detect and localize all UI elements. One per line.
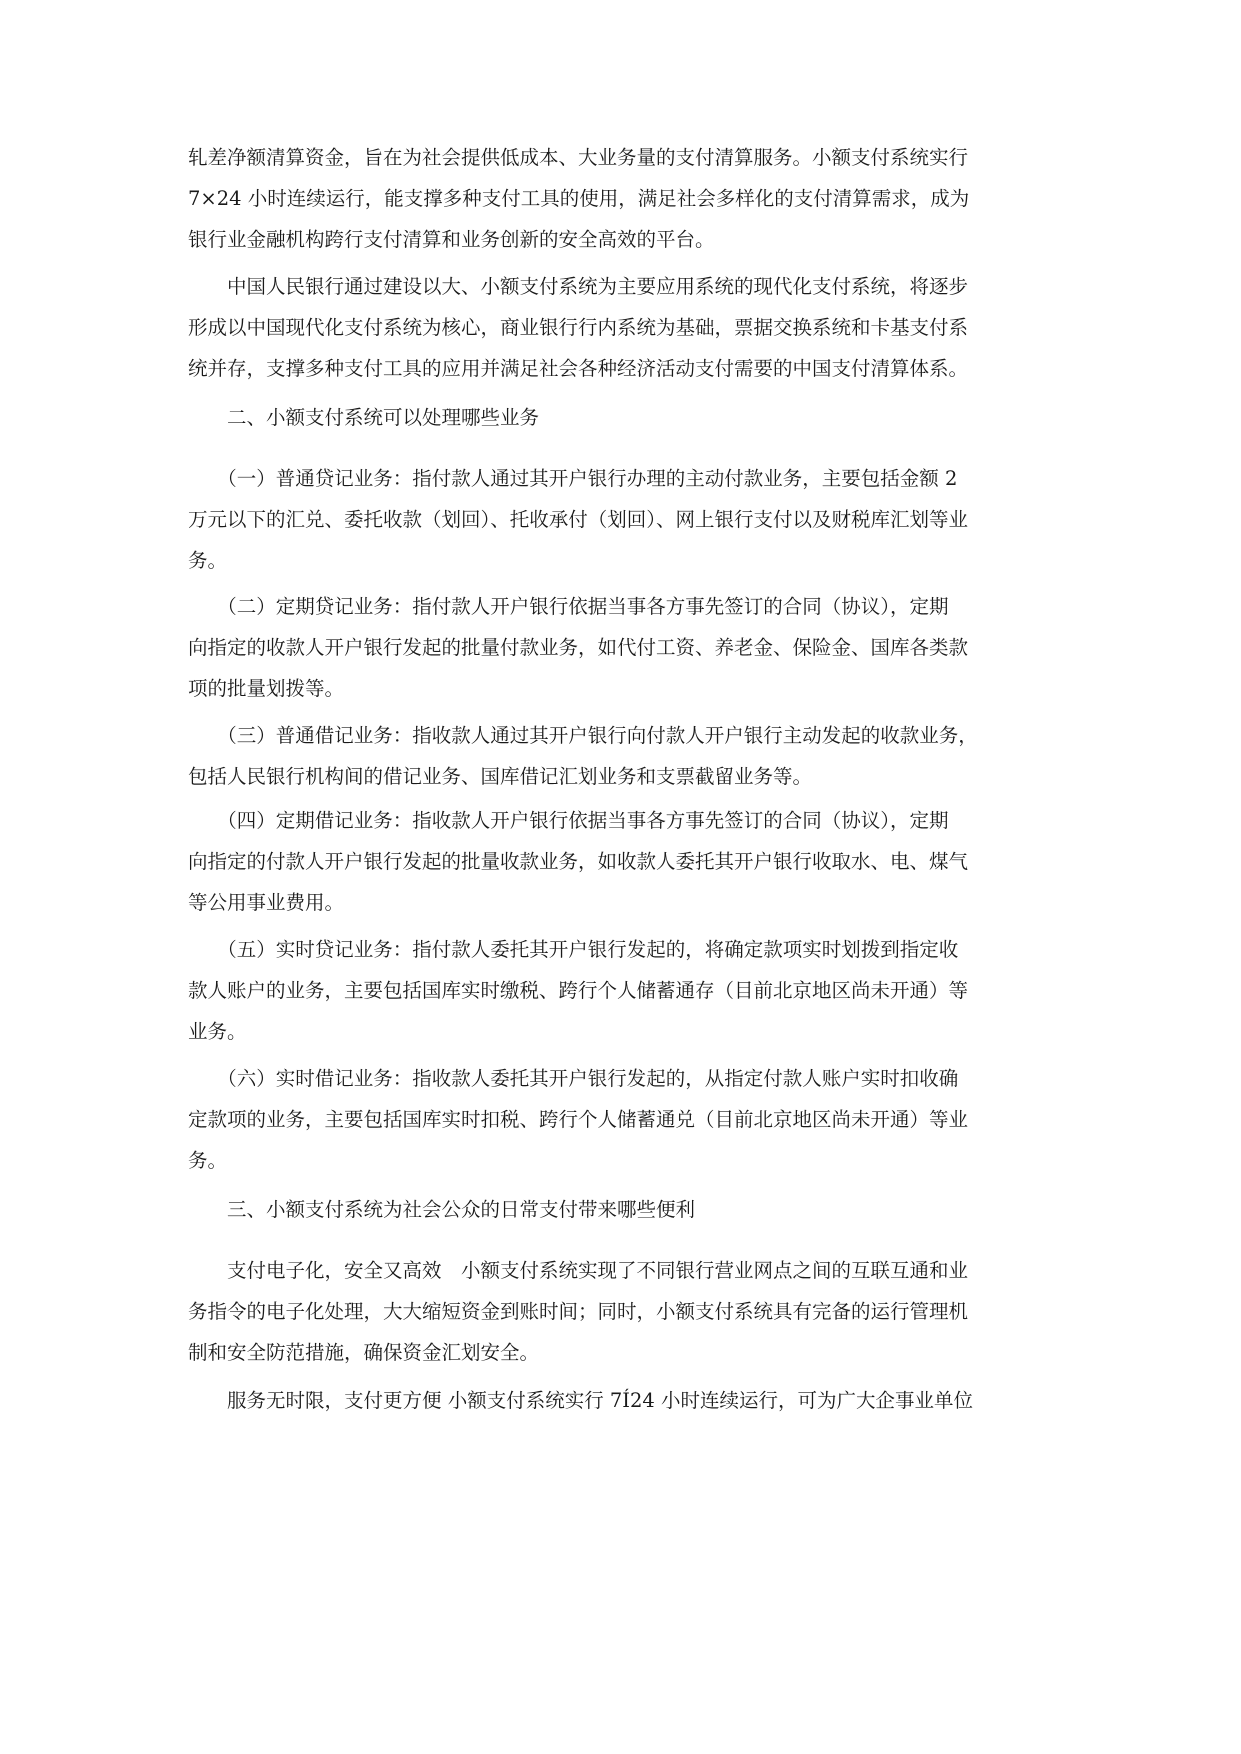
paragraph xyxy=(188,458,1068,581)
text-line: 制和安全防范措施，确保资金汇划安全。 xyxy=(188,1341,540,1364)
text-line: 7×24 小时连续运行，能支撑多种支付工具的使用，满足社会多样化的支付清算需求，成为 xyxy=(188,187,970,210)
text-line: 统并存，支撑多种支付工具的应用并满足社会各种经济活动支付需要的中国支付清算体系。 xyxy=(188,357,969,380)
text-line: 向指定的收款人开户银行发起的批量付款业务，如代付工资、养老金、保险金、国库各类款 xyxy=(188,636,969,659)
text-line: （一）普通贷记业务：指付款人通过其开户银行办理的主动付款业务，主要包括金额 2 xyxy=(188,467,958,490)
text-line: 业务。 xyxy=(188,1020,247,1043)
text-line: 中国人民银行通过建设以大、小额支付系统为主要应用系统的现代化支付系统，将逐步 xyxy=(188,275,969,298)
text-line: 万元以下的汇兑、委托收款（划回）、托收承付（划回）、网上银行支付以及财税库汇划等业 xyxy=(188,508,969,531)
text-line: （六）实时借记业务：指收款人委托其开户银行发起的，从指定付款人账户实时扣收确 xyxy=(188,1067,959,1090)
paragraph xyxy=(188,586,1068,709)
text-line: 项的批量划拨等。 xyxy=(188,677,345,700)
section-heading xyxy=(188,1189,1068,1230)
text-line: 服务无时限，支付更方便 小额支付系统实行 7Í24 小时连续运行，可为广大企事业单位 xyxy=(188,1389,974,1412)
paragraph xyxy=(188,715,1068,797)
text-line: 定款项的业务，主要包括国库实时扣税、跨行个人储蓄通兑（目前北京地区尚未开通）等业 xyxy=(188,1108,969,1131)
paragraph xyxy=(188,266,1068,389)
text-line: 款人账户的业务，主要包括国库实时缴税、跨行个人储蓄通存（目前北京地区尚未开通）等 xyxy=(188,979,969,1002)
section-heading xyxy=(188,397,1068,438)
text-line: 务指令的电子化处理，大大缩短资金到账时间；同时，小额支付系统具有完备的运行管理机 xyxy=(188,1300,969,1323)
text-line: 等公用事业费用。 xyxy=(188,891,345,914)
text-line: （四）定期借记业务：指收款人开户银行依据当事各方事先签订的合同（协议），定期 xyxy=(188,809,949,832)
paragraph xyxy=(188,1380,1068,1421)
text-line: （三）普通借记业务：指收款人通过其开户银行向付款人开户银行主动发起的收款业务， xyxy=(188,724,978,747)
text-line: 向指定的付款人开户银行发起的批量收款业务，如收款人委托其开户银行收取水、电、煤气 xyxy=(188,850,969,873)
text-line: 支付电子化，安全又高效 小额支付系统实现了不同银行营业网点之间的互联互通和业 xyxy=(188,1259,969,1282)
document-page xyxy=(188,0,1068,1754)
text-line: 轧差净额清算资金，旨在为社会提供低成本、大业务量的支付清算服务。小额支付系统实行 xyxy=(188,146,969,169)
text-line: （五）实时贷记业务：指付款人委托其开户银行发起的，将确定款项实时划拨到指定收 xyxy=(188,938,959,961)
text-line: 务。 xyxy=(188,1149,228,1172)
paragraph xyxy=(188,1250,1068,1373)
heading-line: 三、小额支付系统为社会公众的日常支付带来哪些便利 xyxy=(188,1198,696,1221)
paragraph xyxy=(188,929,1068,1052)
text-line: 包括人民银行机构间的借记业务、国库借记汇划业务和支票截留业务等。 xyxy=(188,765,813,788)
paragraph xyxy=(188,137,1068,260)
text-line: （二）定期贷记业务：指付款人开户银行依据当事各方事先签订的合同（协议），定期 xyxy=(188,595,949,618)
paragraph xyxy=(188,1058,1068,1181)
text-line: 形成以中国现代化支付系统为核心，商业银行行内系统为基础，票据交换系统和卡基支付系 xyxy=(188,316,969,339)
paragraph xyxy=(188,800,1068,923)
text-line: 银行业金融机构跨行支付清算和业务创新的安全高效的平台。 xyxy=(188,228,715,251)
text-line: 务。 xyxy=(188,549,228,572)
heading-line: 二、小额支付系统可以处理哪些业务 xyxy=(188,406,540,429)
